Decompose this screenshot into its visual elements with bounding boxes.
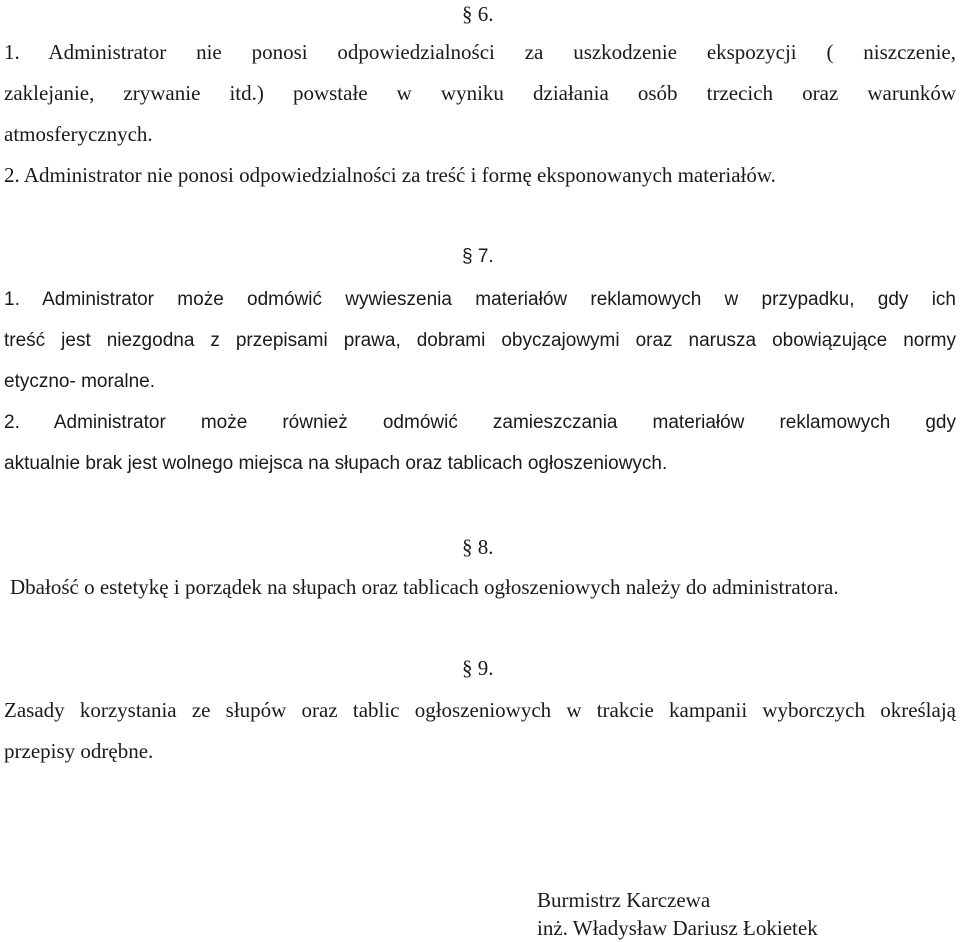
section-7-paragraph-1 — [4, 279, 956, 402]
section-6-heading: § 6. — [462, 2, 494, 26]
section-8-heading: § 8. — [462, 535, 494, 559]
section-9-line-1: Zasady korzystania ze słupów oraz tablic ogłoszeniowych w trakcie kampanii wyborczych określają — [4, 698, 956, 722]
section-6-p1-line-1: 1. Administrator nie ponosi odpowiedzialności za uszkodzenie ekspozycji ( niszczenie, — [4, 40, 956, 64]
section-6-p1-line-3: atmosferycznych. — [4, 122, 153, 146]
section-9-paragraph — [4, 690, 956, 772]
section-7-heading: § 7. — [462, 246, 494, 267]
section-7-paragraph-2 — [4, 402, 956, 484]
signature-name: inż. Władysław Dariusz Łokietek — [537, 916, 818, 940]
section-8-paragraph — [10, 567, 956, 608]
section-6-p1-line-2: zaklejanie, zrywanie itd.) powstałe w wyniku działania osób trzecich oraz warunków — [4, 81, 956, 105]
section-7-p1-line-2: treść jest niezgodna z przepisami prawa, dobrami obyczajowymi oraz narusza obowiązujące normy — [4, 330, 956, 351]
section-7-p1-line-3: etyczno- moralne. — [4, 371, 156, 392]
signature-block — [537, 886, 818, 942]
section-6-paragraph-2 — [4, 155, 956, 196]
section-7-p2-line-2: aktualnie brak jest wolnego miejsca na słupach oraz tablicach ogłoszeniowych. — [4, 453, 668, 474]
section-7-p2-line-1: 2. Administrator może również odmówić zamieszczania materiałów reklamowych gdy — [4, 412, 956, 433]
section-9-line-2: przepisy odrębne. — [4, 739, 154, 763]
section-7-p1-line-1: 1. Administrator może odmówić wywieszenia materiałów reklamowych w przypadku, gdy ich — [4, 289, 956, 310]
section-6-paragraph-1 — [4, 32, 956, 155]
section-8-text: Dbałość o estetykę i porządek na słupach oraz tablicach ogłoszeniowych należy do administratora. — [10, 575, 839, 599]
signature-title: Burmistrz Karczewa — [537, 888, 711, 912]
section-6-p2-text: 2. Administrator nie ponosi odpowiedzialności za treść i formę eksponowanych materiałów. — [4, 163, 776, 187]
section-9-heading: § 9. — [462, 656, 494, 680]
